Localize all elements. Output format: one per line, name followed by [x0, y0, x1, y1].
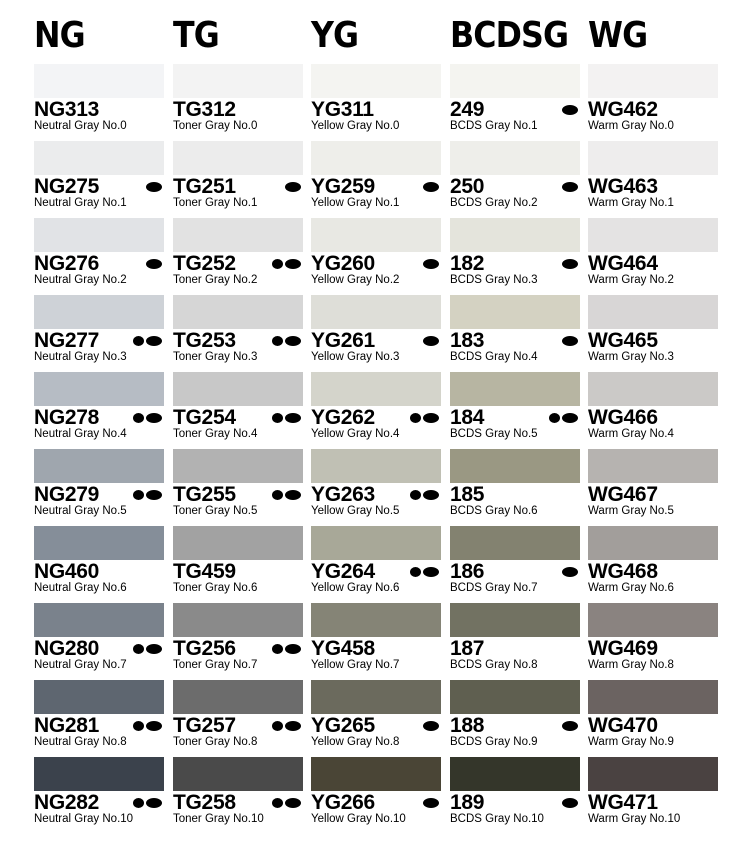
color-swatch — [450, 757, 580, 791]
color-card — [34, 141, 164, 218]
color-name: Toner Gray No.1 — [173, 197, 258, 209]
nib-indicator — [272, 490, 301, 501]
color-card — [588, 603, 718, 680]
color-swatch — [173, 141, 303, 175]
nib-indicator — [423, 182, 439, 193]
color-code: NG278 — [34, 406, 100, 429]
nib-indicator — [133, 336, 162, 347]
color-swatch — [450, 218, 580, 252]
nib-dot-icon — [423, 336, 439, 346]
nib-dot-icon — [272, 413, 283, 423]
nib-indicator — [133, 798, 162, 809]
color-card — [588, 295, 718, 372]
color-code: WG470 — [588, 714, 658, 737]
nib-indicator — [272, 413, 301, 424]
color-card — [173, 526, 303, 603]
color-name: Warm Gray No.2 — [588, 274, 674, 286]
nib-indicator — [285, 182, 301, 193]
color-code: YG458 — [311, 637, 375, 660]
color-card — [34, 295, 164, 372]
nib-indicator — [423, 336, 439, 347]
nib-dot-icon — [423, 259, 439, 269]
color-card — [450, 372, 580, 449]
color-swatch — [311, 757, 441, 791]
color-name: Toner Gray No.0 — [173, 120, 258, 132]
color-swatch — [173, 603, 303, 637]
color-code: NG282 — [34, 791, 100, 814]
color-swatch — [450, 372, 580, 406]
color-name: BCDS Gray No.4 — [450, 351, 538, 363]
color-swatch — [588, 526, 718, 560]
color-name: Yellow Gray No.8 — [311, 736, 400, 748]
color-code: WG465 — [588, 329, 658, 352]
nib-dot-icon — [562, 567, 578, 577]
nib-indicator — [272, 644, 301, 655]
nib-dot-icon — [146, 336, 162, 346]
color-code: TG252 — [173, 252, 236, 275]
color-code: 184 — [450, 406, 485, 429]
nib-dot-icon — [285, 413, 301, 423]
color-code: NG279 — [34, 483, 100, 506]
color-card — [450, 757, 580, 834]
color-swatch — [588, 218, 718, 252]
color-code: WG469 — [588, 637, 658, 660]
color-code: YG260 — [311, 252, 375, 275]
color-code: WG466 — [588, 406, 658, 429]
nib-dot-icon — [146, 259, 162, 269]
color-code: NG275 — [34, 175, 100, 198]
color-card — [450, 141, 580, 218]
color-swatch — [311, 526, 441, 560]
color-code: NG277 — [34, 329, 100, 352]
column-header: YG — [311, 15, 359, 56]
color-name: BCDS Gray No.9 — [450, 736, 538, 748]
color-swatch — [34, 295, 164, 329]
nib-dot-icon — [146, 798, 162, 808]
nib-dot-icon — [562, 182, 578, 192]
nib-indicator — [562, 721, 578, 732]
color-card — [450, 64, 580, 141]
color-name: Warm Gray No.9 — [588, 736, 674, 748]
color-swatch — [450, 603, 580, 637]
color-code: YG259 — [311, 175, 375, 198]
color-code: WG471 — [588, 791, 658, 814]
color-name: Neutral Gray No.8 — [34, 736, 127, 748]
column-header: TG — [173, 15, 219, 56]
color-swatch — [450, 680, 580, 714]
color-code: NG313 — [34, 98, 100, 121]
color-code: 188 — [450, 714, 485, 737]
color-name: Warm Gray No.10 — [588, 813, 681, 825]
nib-dot-icon — [562, 105, 578, 115]
nib-dot-icon — [146, 182, 162, 192]
color-card — [311, 372, 441, 449]
color-code: YG263 — [311, 483, 375, 506]
nib-indicator — [562, 182, 578, 193]
color-card — [173, 295, 303, 372]
nib-dot-icon — [410, 413, 421, 423]
color-code: YG264 — [311, 560, 375, 583]
color-swatch — [450, 64, 580, 98]
color-swatch — [173, 64, 303, 98]
color-name: Toner Gray No.8 — [173, 736, 258, 748]
color-name: Toner Gray No.2 — [173, 274, 258, 286]
nib-dot-icon — [423, 413, 439, 423]
color-card — [34, 64, 164, 141]
color-swatch — [34, 218, 164, 252]
color-card — [588, 141, 718, 218]
nib-dot-icon — [146, 413, 162, 423]
color-swatch — [588, 603, 718, 637]
color-swatch — [34, 372, 164, 406]
color-name: BCDS Gray No.5 — [450, 428, 538, 440]
color-card — [588, 757, 718, 834]
nib-indicator — [410, 567, 439, 578]
color-card — [311, 680, 441, 757]
color-code: WG462 — [588, 98, 658, 121]
color-swatch — [588, 64, 718, 98]
nib-indicator — [562, 567, 578, 578]
nib-indicator — [423, 259, 439, 270]
color-swatch — [173, 218, 303, 252]
color-name: Warm Gray No.8 — [588, 659, 674, 671]
nib-indicator — [423, 798, 439, 809]
color-card — [450, 526, 580, 603]
color-code: YG311 — [311, 98, 374, 121]
nib-indicator — [133, 413, 162, 424]
color-name: Neutral Gray No.6 — [34, 582, 127, 594]
color-swatch — [311, 295, 441, 329]
color-card — [311, 757, 441, 834]
nib-dot-icon — [423, 721, 439, 731]
color-card — [34, 526, 164, 603]
color-swatch — [173, 372, 303, 406]
nib-indicator — [562, 336, 578, 347]
color-code: YG266 — [311, 791, 375, 814]
nib-indicator — [133, 490, 162, 501]
color-code: WG468 — [588, 560, 658, 583]
color-swatch — [173, 757, 303, 791]
color-swatch — [311, 680, 441, 714]
color-swatch — [588, 141, 718, 175]
nib-dot-icon — [562, 413, 578, 423]
color-code: 185 — [450, 483, 485, 506]
nib-indicator — [410, 490, 439, 501]
color-swatch — [450, 526, 580, 560]
color-name: Yellow Gray No.3 — [311, 351, 400, 363]
color-code: 250 — [450, 175, 485, 198]
nib-dot-icon — [285, 644, 301, 654]
color-card — [588, 526, 718, 603]
color-card — [34, 603, 164, 680]
color-name: Toner Gray No.10 — [173, 813, 264, 825]
color-card — [450, 680, 580, 757]
color-code: WG463 — [588, 175, 658, 198]
color-swatch — [311, 449, 441, 483]
color-swatch — [588, 680, 718, 714]
nib-dot-icon — [133, 644, 144, 654]
color-swatch — [34, 141, 164, 175]
nib-indicator — [562, 259, 578, 270]
color-swatch — [588, 449, 718, 483]
color-swatch — [34, 526, 164, 560]
color-swatch — [588, 757, 718, 791]
color-code: TG251 — [173, 175, 236, 198]
color-swatch — [311, 218, 441, 252]
color-swatch — [311, 603, 441, 637]
color-code: NG460 — [34, 560, 100, 583]
color-card — [173, 141, 303, 218]
color-card — [311, 449, 441, 526]
nib-dot-icon — [133, 413, 144, 423]
color-name: Warm Gray No.1 — [588, 197, 674, 209]
color-code: YG262 — [311, 406, 375, 429]
color-card — [34, 372, 164, 449]
color-card — [588, 372, 718, 449]
color-card — [311, 218, 441, 295]
color-name: BCDS Gray No.3 — [450, 274, 538, 286]
nib-dot-icon — [272, 259, 283, 269]
color-name: Neutral Gray No.10 — [34, 813, 134, 825]
color-code: TG256 — [173, 637, 236, 660]
color-name: Yellow Gray No.0 — [311, 120, 400, 132]
nib-dot-icon — [423, 567, 439, 577]
color-card — [34, 757, 164, 834]
color-code: TG254 — [173, 406, 236, 429]
nib-dot-icon — [272, 644, 283, 654]
color-code: NG281 — [34, 714, 100, 737]
color-name: Neutral Gray No.4 — [34, 428, 127, 440]
color-name: Neutral Gray No.0 — [34, 120, 127, 132]
color-swatch — [173, 449, 303, 483]
color-code: NG276 — [34, 252, 100, 275]
color-code: 186 — [450, 560, 485, 583]
color-swatch — [173, 680, 303, 714]
nib-dot-icon — [133, 721, 144, 731]
nib-dot-icon — [423, 490, 439, 500]
color-name: Toner Gray No.3 — [173, 351, 258, 363]
nib-dot-icon — [562, 798, 578, 808]
color-card — [311, 141, 441, 218]
color-code: NG280 — [34, 637, 100, 660]
color-card — [450, 603, 580, 680]
nib-dot-icon — [423, 798, 439, 808]
color-name: BCDS Gray No.1 — [450, 120, 538, 132]
color-name: Yellow Gray No.5 — [311, 505, 400, 517]
color-card — [311, 526, 441, 603]
color-swatch — [34, 603, 164, 637]
nib-indicator — [133, 644, 162, 655]
color-swatch — [450, 295, 580, 329]
nib-dot-icon — [285, 259, 301, 269]
color-code: TG258 — [173, 791, 236, 814]
color-code: 187 — [450, 637, 485, 660]
color-swatch — [588, 372, 718, 406]
nib-dot-icon — [272, 721, 283, 731]
nib-dot-icon — [562, 336, 578, 346]
nib-indicator — [146, 182, 162, 193]
color-code: TG312 — [173, 98, 236, 121]
nib-dot-icon — [549, 413, 560, 423]
nib-indicator — [549, 413, 578, 424]
nib-indicator — [272, 721, 301, 732]
color-code: 183 — [450, 329, 485, 352]
color-card — [173, 757, 303, 834]
color-code: TG459 — [173, 560, 236, 583]
color-code: TG255 — [173, 483, 236, 506]
color-name: Warm Gray No.6 — [588, 582, 674, 594]
color-card — [34, 680, 164, 757]
nib-dot-icon — [285, 798, 301, 808]
color-name: BCDS Gray No.2 — [450, 197, 538, 209]
nib-dot-icon — [423, 182, 439, 192]
nib-dot-icon — [146, 644, 162, 654]
color-swatch — [311, 64, 441, 98]
color-name: Toner Gray No.5 — [173, 505, 258, 517]
color-name: BCDS Gray No.6 — [450, 505, 538, 517]
color-card — [311, 64, 441, 141]
nib-dot-icon — [410, 567, 421, 577]
color-card — [173, 372, 303, 449]
nib-dot-icon — [133, 490, 144, 500]
color-code: 249 — [450, 98, 485, 121]
color-card — [173, 218, 303, 295]
color-swatch — [34, 680, 164, 714]
color-name: Neutral Gray No.2 — [34, 274, 127, 286]
nib-indicator — [423, 721, 439, 732]
color-card — [588, 218, 718, 295]
nib-dot-icon — [272, 336, 283, 346]
nib-dot-icon — [285, 490, 301, 500]
nib-dot-icon — [272, 798, 283, 808]
color-swatch — [34, 449, 164, 483]
color-name: Yellow Gray No.1 — [311, 197, 400, 209]
color-card — [173, 680, 303, 757]
color-swatch — [450, 449, 580, 483]
nib-dot-icon — [562, 259, 578, 269]
color-name: Neutral Gray No.5 — [34, 505, 127, 517]
nib-dot-icon — [146, 490, 162, 500]
nib-dot-icon — [562, 721, 578, 731]
color-card — [588, 64, 718, 141]
column-header: NG — [34, 15, 85, 56]
color-name: BCDS Gray No.8 — [450, 659, 538, 671]
nib-indicator — [272, 798, 301, 809]
color-swatch — [588, 295, 718, 329]
color-name: Yellow Gray No.6 — [311, 582, 400, 594]
color-name: Yellow Gray No.7 — [311, 659, 400, 671]
color-card — [311, 603, 441, 680]
color-swatch — [34, 64, 164, 98]
color-name: Neutral Gray No.3 — [34, 351, 127, 363]
color-code: 189 — [450, 791, 485, 814]
color-card — [450, 295, 580, 372]
nib-dot-icon — [146, 721, 162, 731]
nib-dot-icon — [133, 336, 144, 346]
color-card — [173, 603, 303, 680]
color-card — [311, 295, 441, 372]
color-card — [588, 449, 718, 526]
color-swatch — [34, 757, 164, 791]
color-name: Warm Gray No.3 — [588, 351, 674, 363]
color-code: TG253 — [173, 329, 236, 352]
color-name: Warm Gray No.0 — [588, 120, 674, 132]
color-code: WG467 — [588, 483, 658, 506]
color-code: 182 — [450, 252, 485, 275]
nib-indicator — [272, 336, 301, 347]
nib-dot-icon — [285, 182, 301, 192]
color-name: Warm Gray No.4 — [588, 428, 674, 440]
nib-dot-icon — [272, 490, 283, 500]
color-name: Neutral Gray No.1 — [34, 197, 127, 209]
color-swatch — [311, 372, 441, 406]
column-header: BCDSG — [450, 15, 569, 56]
color-card — [34, 449, 164, 526]
nib-indicator — [562, 798, 578, 809]
nib-indicator — [146, 259, 162, 270]
color-swatch — [450, 141, 580, 175]
color-code: TG257 — [173, 714, 236, 737]
color-name: Yellow Gray No.2 — [311, 274, 400, 286]
color-name: Toner Gray No.7 — [173, 659, 258, 671]
color-card — [173, 64, 303, 141]
color-swatch — [173, 526, 303, 560]
nib-dot-icon — [133, 798, 144, 808]
color-name: BCDS Gray No.7 — [450, 582, 538, 594]
color-swatch — [173, 295, 303, 329]
color-name: Toner Gray No.4 — [173, 428, 258, 440]
color-code: WG464 — [588, 252, 658, 275]
color-card — [34, 218, 164, 295]
color-name: Yellow Gray No.10 — [311, 813, 406, 825]
color-card — [450, 449, 580, 526]
column-header: WG — [588, 15, 648, 56]
nib-indicator — [410, 413, 439, 424]
nib-indicator — [562, 105, 578, 116]
nib-dot-icon — [285, 336, 301, 346]
nib-indicator — [272, 259, 301, 270]
color-name: BCDS Gray No.10 — [450, 813, 544, 825]
color-code: YG265 — [311, 714, 375, 737]
color-name: Warm Gray No.5 — [588, 505, 674, 517]
color-card — [588, 680, 718, 757]
nib-indicator — [133, 721, 162, 732]
color-code: YG261 — [311, 329, 375, 352]
color-card — [450, 218, 580, 295]
color-name: Yellow Gray No.4 — [311, 428, 400, 440]
nib-dot-icon — [285, 721, 301, 731]
color-name: Neutral Gray No.7 — [34, 659, 127, 671]
nib-dot-icon — [410, 490, 421, 500]
color-name: Toner Gray No.6 — [173, 582, 258, 594]
color-swatch — [311, 141, 441, 175]
color-card — [173, 449, 303, 526]
